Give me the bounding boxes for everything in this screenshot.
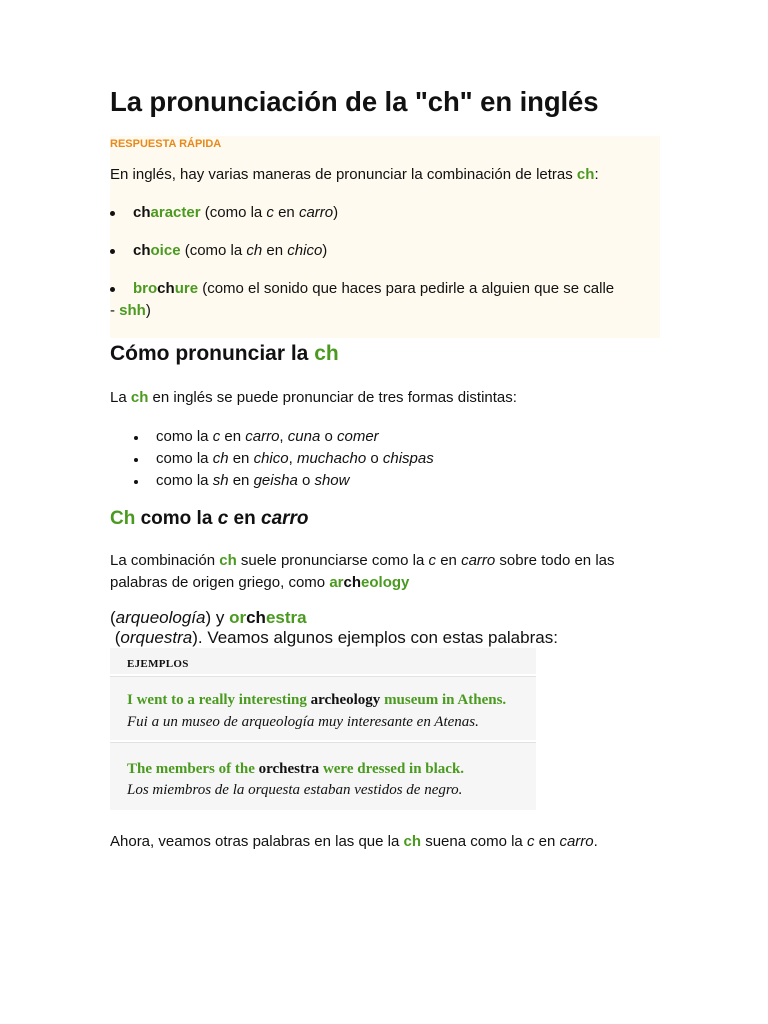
item-desc: - <box>110 302 120 319</box>
text: como la <box>156 428 213 445</box>
heading-text: c <box>217 508 229 529</box>
item-desc: en <box>262 242 288 259</box>
text: ) y <box>205 608 230 627</box>
text: suena como la <box>421 833 527 850</box>
text: en <box>436 552 462 569</box>
word-part: aracter <box>150 204 201 221</box>
text: c <box>526 833 535 850</box>
heading-text: Cómo pronunciar la <box>110 342 315 365</box>
text-ch: ch <box>219 552 237 569</box>
section-heading <box>110 342 339 366</box>
text: , <box>288 450 297 467</box>
text: chispas <box>382 450 434 467</box>
bullet-icon <box>110 249 115 254</box>
text: carro <box>245 428 280 445</box>
subsection-heading <box>110 508 309 530</box>
paragraph <box>110 833 598 850</box>
text: cuna <box>287 428 321 445</box>
text: sh <box>212 472 229 489</box>
text: geisha <box>253 472 298 489</box>
item-example: carro <box>298 204 334 221</box>
text: ( <box>110 628 121 647</box>
page-title: La pronunciación de la "ch" en inglés <box>110 86 599 117</box>
text: arqueología <box>115 608 206 627</box>
heading-text: carro <box>261 508 309 529</box>
text: muchacho <box>296 450 367 467</box>
item-desc: ) <box>333 204 339 221</box>
text-ch: ch <box>130 389 149 406</box>
word-part: ch <box>157 280 175 297</box>
example-spanish: Fui a un museo de arqueología muy interesante en Atenas. <box>127 714 479 730</box>
text: en <box>228 472 254 489</box>
word-part: ure <box>174 280 199 297</box>
text: . <box>593 833 598 850</box>
text: La combinación <box>110 552 220 569</box>
heading-ch: ch <box>314 342 339 365</box>
quick-answer-intro <box>110 166 599 183</box>
text: museum in Athens. <box>380 692 507 708</box>
word-part: or <box>229 608 247 627</box>
text: La <box>110 389 131 406</box>
text: o <box>320 428 337 445</box>
text: archeology <box>310 692 381 708</box>
text: en <box>534 833 560 850</box>
example-spanish: Los miembros de la orquesta estaban vestidos de negro. <box>127 782 463 798</box>
bullet-icon <box>110 211 115 216</box>
text: comer <box>336 428 379 445</box>
word-part: ch <box>343 574 362 591</box>
item-desc: ) <box>322 242 328 259</box>
text: c <box>428 552 437 569</box>
bullet-icon <box>134 458 138 462</box>
text: show <box>314 472 350 489</box>
paragraph-line <box>110 552 615 569</box>
word-part: ch <box>246 608 266 627</box>
word-part: ch <box>133 242 151 259</box>
examples-header <box>110 648 536 674</box>
word-part: ch <box>133 204 151 221</box>
text: were dressed in black. <box>319 761 465 777</box>
bullet-icon <box>110 287 115 292</box>
intro-text: En inglés, hay varias maneras de pronunciar la combinación de letras <box>110 166 577 183</box>
item-example: chico <box>287 242 323 259</box>
item-word: shh <box>119 302 146 319</box>
example-english <box>127 692 506 709</box>
examples-label: EJEMPLOS <box>127 658 189 670</box>
intro-ch: ch <box>576 166 595 183</box>
text: Ahora, veamos otras palabras en las que la <box>110 833 404 850</box>
heading-text: en <box>228 508 261 529</box>
item-desc: en <box>273 204 299 221</box>
text: The members of the <box>127 761 259 777</box>
example-card <box>110 676 536 740</box>
heading-text: como la <box>135 508 218 529</box>
heading-ch: Ch <box>110 508 136 529</box>
text: o <box>366 450 383 467</box>
text: suele pronunciarse como la <box>236 552 429 569</box>
item-desc: (como el sonido que haces para pedirle a alguien que se calle <box>198 280 615 297</box>
text: orchestra <box>258 761 320 777</box>
text: ( <box>110 608 116 627</box>
text: orquestra <box>120 628 193 647</box>
item-desc: (como la <box>180 242 247 259</box>
text: ). Veamos algunos ejemplos con estas palabras: <box>192 628 558 647</box>
item-letter: c <box>266 204 274 221</box>
text: sobre todo en las <box>495 552 615 569</box>
text: en <box>220 428 246 445</box>
paragraph-line <box>110 574 409 591</box>
text: como la <box>156 472 213 489</box>
bullet-icon <box>134 480 138 484</box>
paragraph-line <box>110 628 558 648</box>
bullet-icon <box>134 436 138 440</box>
word-part: eology <box>361 574 410 591</box>
text: carro <box>461 552 496 569</box>
text: , <box>279 428 288 445</box>
text: como la <box>156 450 213 467</box>
text: en inglés se puede pronunciar de tres formas distintas: <box>148 389 517 406</box>
example-english <box>127 761 464 778</box>
text: chico <box>253 450 289 467</box>
paragraph <box>110 389 517 406</box>
quick-answer-box <box>110 136 660 338</box>
item-desc: ) <box>145 302 151 319</box>
item-desc: (como la <box>200 204 267 221</box>
text: o <box>297 472 315 489</box>
text: c <box>212 428 221 445</box>
word-part: bro <box>133 280 158 297</box>
word-part: oice <box>150 242 181 259</box>
quick-answer-label: RESPUESTA RÁPIDA <box>110 138 222 150</box>
word-part: estra <box>265 608 307 627</box>
text-ch: ch <box>403 833 422 850</box>
text: en <box>228 450 254 467</box>
text: carro <box>559 833 594 850</box>
text: palabras de origen griego, como <box>110 574 330 591</box>
intro-end: : <box>594 166 599 183</box>
text: ch <box>212 450 229 467</box>
text: I went to a really interesting <box>127 692 311 708</box>
item-letter: ch <box>246 242 263 259</box>
example-card <box>110 742 536 810</box>
paragraph-line <box>110 608 307 628</box>
word-part: ar <box>329 574 344 591</box>
